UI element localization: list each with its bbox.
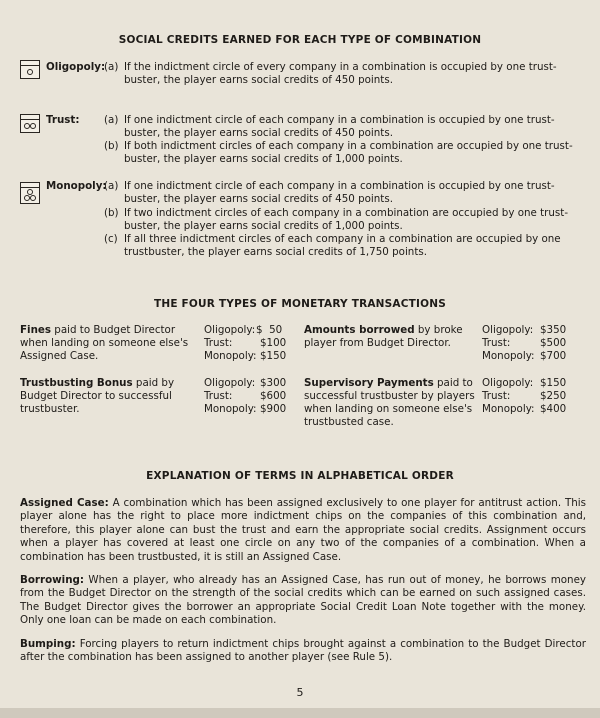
monopoly-letter-a: (a) xyxy=(104,180,119,192)
trust-line: buster, the player earns social credits of 450 points. xyxy=(124,127,393,139)
terms-heading: EXPLANATION OF TERMS IN ALPHABETICAL ORDER xyxy=(146,470,454,482)
trust-box-icon xyxy=(20,114,40,133)
monopoly-line: buster, the player earns social credits of 1,000 points. xyxy=(124,220,403,232)
supervisory-amount: $400 xyxy=(540,403,567,415)
trust-line: If both indictment circles of each company in a combination are occupied by one trust- xyxy=(124,140,573,152)
bonus-description-line: Budget Director to successful xyxy=(20,390,172,402)
term-borrowing: Borrowing: When a player, who already has an Assigned Case, has run out of money, he borrows money from the Budget Director on the strength of the social credits which can be earned on such assigned cases. The Budget Director gives the borrower an appropriate Social Credit Loan Note together with the money. Only one loan can be made on each combination. xyxy=(20,574,586,627)
oligopoly-label: Oligopoly: xyxy=(46,61,106,73)
bonus-description-line: trustbuster. xyxy=(20,403,80,415)
bonus-amount: $600 xyxy=(260,390,287,402)
supervisory-description-line: trustbusted case. xyxy=(304,416,394,428)
fines-amount: $100 xyxy=(260,337,287,349)
borrowed-type: Trust: xyxy=(482,337,511,349)
supervisory-amount: $250 xyxy=(540,390,567,402)
page-bottom-edge xyxy=(0,708,600,718)
oligopoly-box-icon xyxy=(20,60,40,79)
monopoly-line: If two indictment circles of each company in a combination are occupied by one trust- xyxy=(124,207,569,219)
bonus-amount: $900 xyxy=(260,403,287,415)
supervisory-type: Trust: xyxy=(482,390,511,402)
trust-line: If one indictment circle of each company in a combination is occupied by one trust- xyxy=(124,114,555,126)
fines-amount: $150 xyxy=(260,350,287,362)
borrowed-amount: $350 xyxy=(540,324,567,336)
bonus-type: Trust: xyxy=(204,390,233,402)
monopoly-line: If all three indictment circles of each company in a combination are occupied by one xyxy=(124,233,561,245)
borrowed-amount: $500 xyxy=(540,337,567,349)
borrowed-amount: $700 xyxy=(540,350,567,362)
bonus-amount: $300 xyxy=(260,377,287,389)
supervisory-amount: $150 xyxy=(540,377,567,389)
bonus-type: Monopoly: xyxy=(204,403,257,415)
supervisory-description: Supervisory Payments paid to xyxy=(304,377,473,389)
monopoly-box-icon xyxy=(20,182,40,204)
bonus-type: Oligopoly: xyxy=(204,377,256,389)
monopoly-line: If one indictment circle of each company in a combination is occupied by one trust- xyxy=(124,180,555,192)
fines-type: Oligopoly: xyxy=(204,324,256,336)
fines-type: Trust: xyxy=(204,337,233,349)
supervisory-description-line: successful trustbuster by players xyxy=(304,390,475,402)
bonus-description: Trustbusting Bonus paid by xyxy=(20,377,175,389)
trust-line: buster, the player earns social credits of 1,000 points. xyxy=(124,153,403,165)
term-assigned-case: Assigned Case: A combination which has been assigned exclusively to one player for antitrust action. This player alone has the right to place more indictment chips on the companies of this combination and, therefore, this player alone can bust the trust and earn the appropriate social credits. Assignment occurs when a player has covered at least one circle on any two of the companies of a combination. When a combination has been trustbusted, it is still an Assigned Case. xyxy=(20,497,586,563)
page-number: 5 xyxy=(296,686,304,699)
monopoly-line: trustbuster, the player earns social credits of 1,750 points. xyxy=(124,246,428,258)
monopoly-line: buster, the player earns social credits of 450 points. xyxy=(124,193,393,205)
borrowed-description: Amounts borrowed by broke xyxy=(304,324,463,336)
social-credits-heading: SOCIAL CREDITS EARNED FOR EACH TYPE OF COMBINATION xyxy=(118,34,482,46)
supervisory-type: Monopoly: xyxy=(482,403,535,415)
borrowed-type: Oligopoly: xyxy=(482,324,534,336)
trust-letter-a: (a) xyxy=(104,114,119,126)
supervisory-description-line: when landing on someone else's xyxy=(304,403,473,415)
fines-description-line: Assigned Case. xyxy=(20,350,99,362)
trust-letter-b: (b) xyxy=(104,140,119,152)
fines-description: Fines paid to Budget Director xyxy=(20,324,176,336)
oligopoly-line: If the indictment circle of every company in a combination is occupied by one trust- xyxy=(124,61,557,73)
oligopoly-letter-a: (a) xyxy=(104,61,119,73)
borrowed-description-line: player from Budget Director. xyxy=(304,337,451,349)
fines-amount: $ 50 xyxy=(256,324,283,336)
trust-label: Trust: xyxy=(46,114,80,126)
monetary-transactions-heading: THE FOUR TYPES OF MONETARY TRANSACTIONS xyxy=(153,298,447,310)
monopoly-letter-c: (c) xyxy=(104,233,118,245)
monopoly-letter-b: (b) xyxy=(104,207,119,219)
fines-description-line: when landing on someone else's xyxy=(20,337,189,349)
term-bumping: Bumping: Forcing players to return indictment chips brought against a combination to the Budget Director after the combination has been assigned to another player (see Rule 5). xyxy=(20,638,586,664)
borrowed-type: Monopoly: xyxy=(482,350,535,362)
oligopoly-line: buster, the player earns social credits of 450 points. xyxy=(124,74,393,86)
fines-type: Monopoly: xyxy=(204,350,257,362)
monopoly-label: Monopoly: xyxy=(46,180,107,192)
supervisory-type: Oligopoly: xyxy=(482,377,534,389)
